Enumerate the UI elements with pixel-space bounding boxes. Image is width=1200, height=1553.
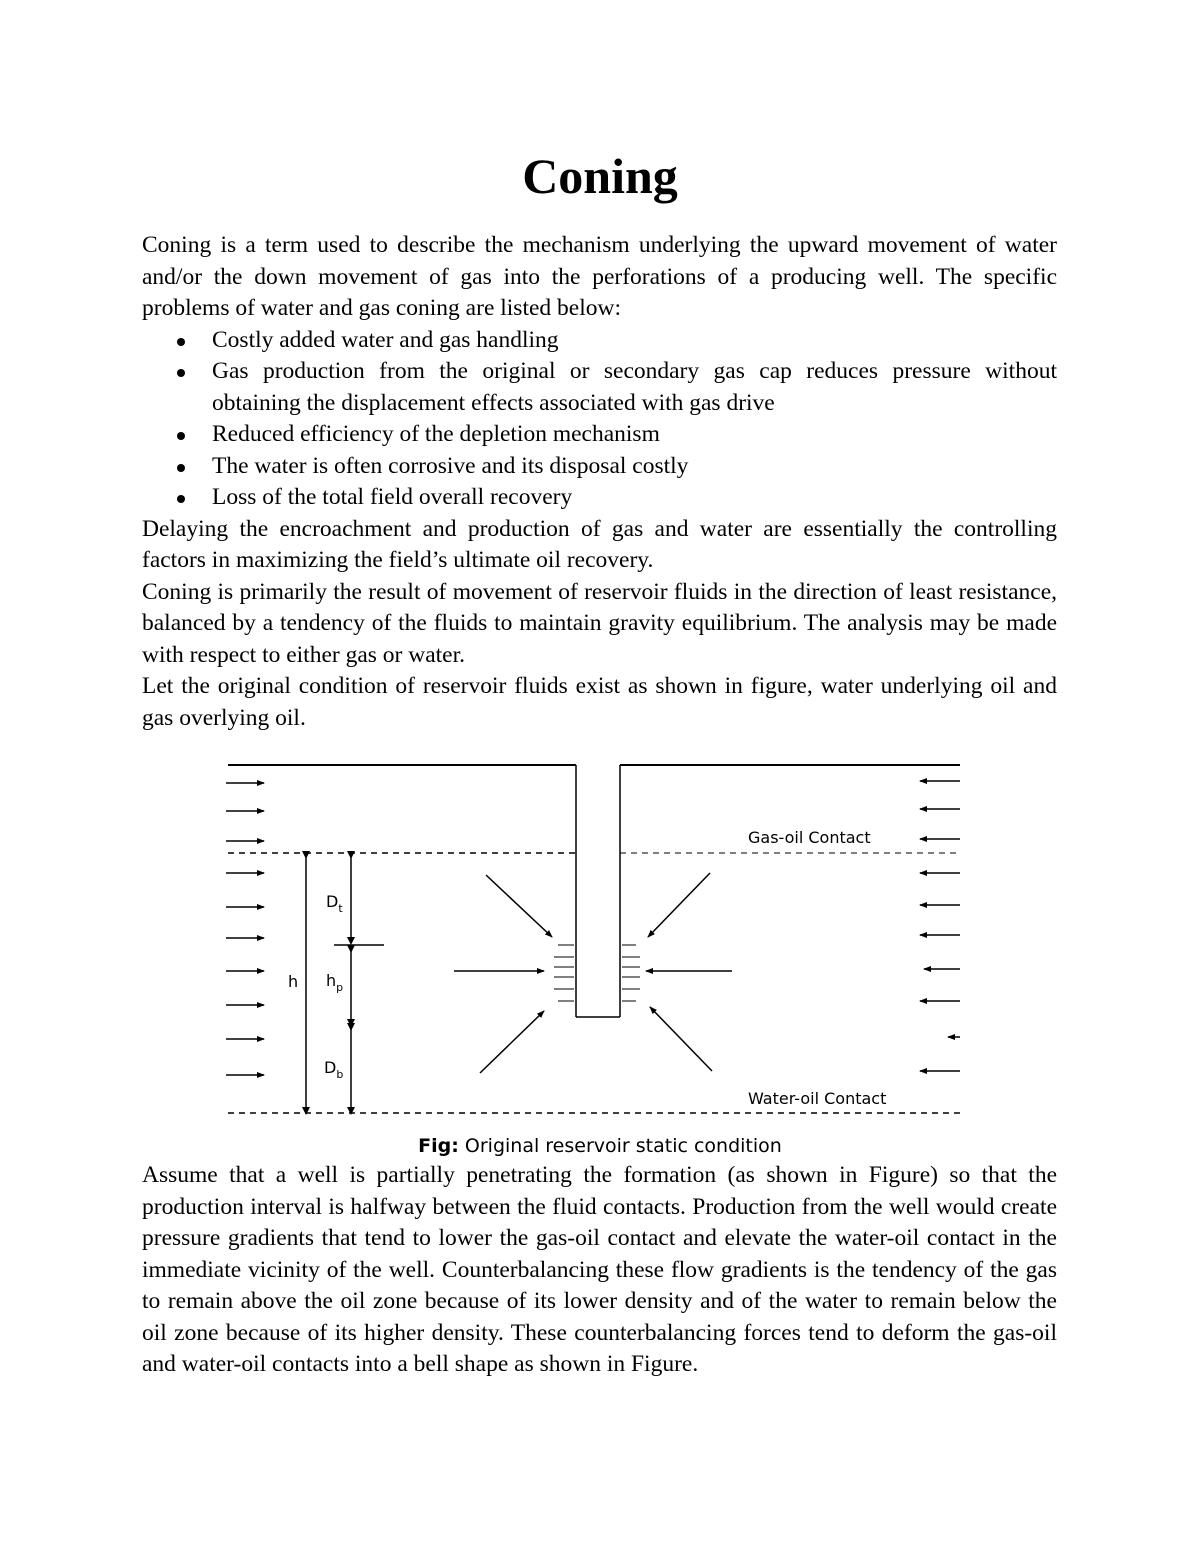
intro-section [142, 230, 1057, 734]
perforations-right [622, 945, 640, 1001]
coning-cause-paragraph: Coning is primarily the result of movement of reservoir fluids in the direction of least resistance, balanced by a tendency of the fluids to maintain gravity equilibrium. The analysis may be made with respect to either gas or water. [142, 578, 1057, 668]
list-item: Costly added water and gas handling [142, 325, 1057, 357]
encroachment-paragraph: Delaying the encroachment and production of gas and water are essentially the controlling factors in maximizing the field’s ultimate oil recovery. [142, 515, 1057, 573]
gas-oil-contact-label: Gas-oil Contact [748, 828, 871, 847]
h-label: h [288, 972, 299, 991]
caption-text: Original reservoir static condition [458, 1135, 782, 1157]
bullet-icon [177, 495, 185, 503]
caption-prefix: Fig: [418, 1135, 459, 1157]
reservoir-diagram [218, 755, 978, 1125]
list-item: Loss of the total field overall recovery [142, 482, 1057, 514]
hp-label: $h_p$ [326, 971, 344, 994]
bullet-icon [177, 369, 185, 377]
db-label: $D_b$ [324, 1058, 344, 1081]
figure-caption [0, 1133, 1200, 1159]
left-edge-arrows [226, 783, 264, 1075]
list-item: Gas production from the original or secondary gas cap reduces pressure without obtaining the displacement effects associated with gas drive [142, 356, 1057, 419]
original-condition-paragraph: Let the original condition of reservoir fluids exist as shown in figure, water underlying oil and gas overlying oil. [142, 673, 1057, 731]
reservoir-figure [218, 755, 978, 1125]
flow-arrows-to-well [454, 873, 732, 1073]
list-item: The water is often corrosive and its disposal costly [142, 451, 1057, 483]
bullet-icon [177, 464, 185, 472]
list-item: Reduced efficiency of the depletion mechanism [142, 419, 1057, 451]
right-edge-arrows [920, 781, 960, 1071]
bullet-icon [177, 432, 185, 440]
problems-list [142, 325, 1057, 514]
body-section [142, 1160, 1057, 1381]
intro-paragraph: Coning is a term used to describe the mechanism underlying the upward movement of water and/or the down movement of gas into the perforations of a producing well. The specific problems of water and gas coning are listed below: [142, 232, 1057, 321]
well-penetration-paragraph: Assume that a well is partially penetrating the formation (as shown in Figure) so that the production interval is halfway between the fluid contacts. Production from the well would create pressure gradients that tend to lower the gas-oil contact and elevate the water-oil contact in the immediate vicinity of the well. Counterbalancing these flow gradients is the tendency of the gas to remain above the oil zone because of its lower density and of the water to remain below the oil zone because of its higher density. These counterbalancing forces tend to deform the gas-oil and water-oil contacts into a bell shape as shown in Figure. [142, 1162, 1057, 1377]
dt-label: $D_t$ [326, 892, 343, 915]
bullet-icon [177, 338, 185, 346]
water-oil-contact-label: Water-oil Contact [748, 1089, 887, 1108]
page-title: Coning [522, 148, 678, 204]
perforations-left [554, 945, 574, 1001]
